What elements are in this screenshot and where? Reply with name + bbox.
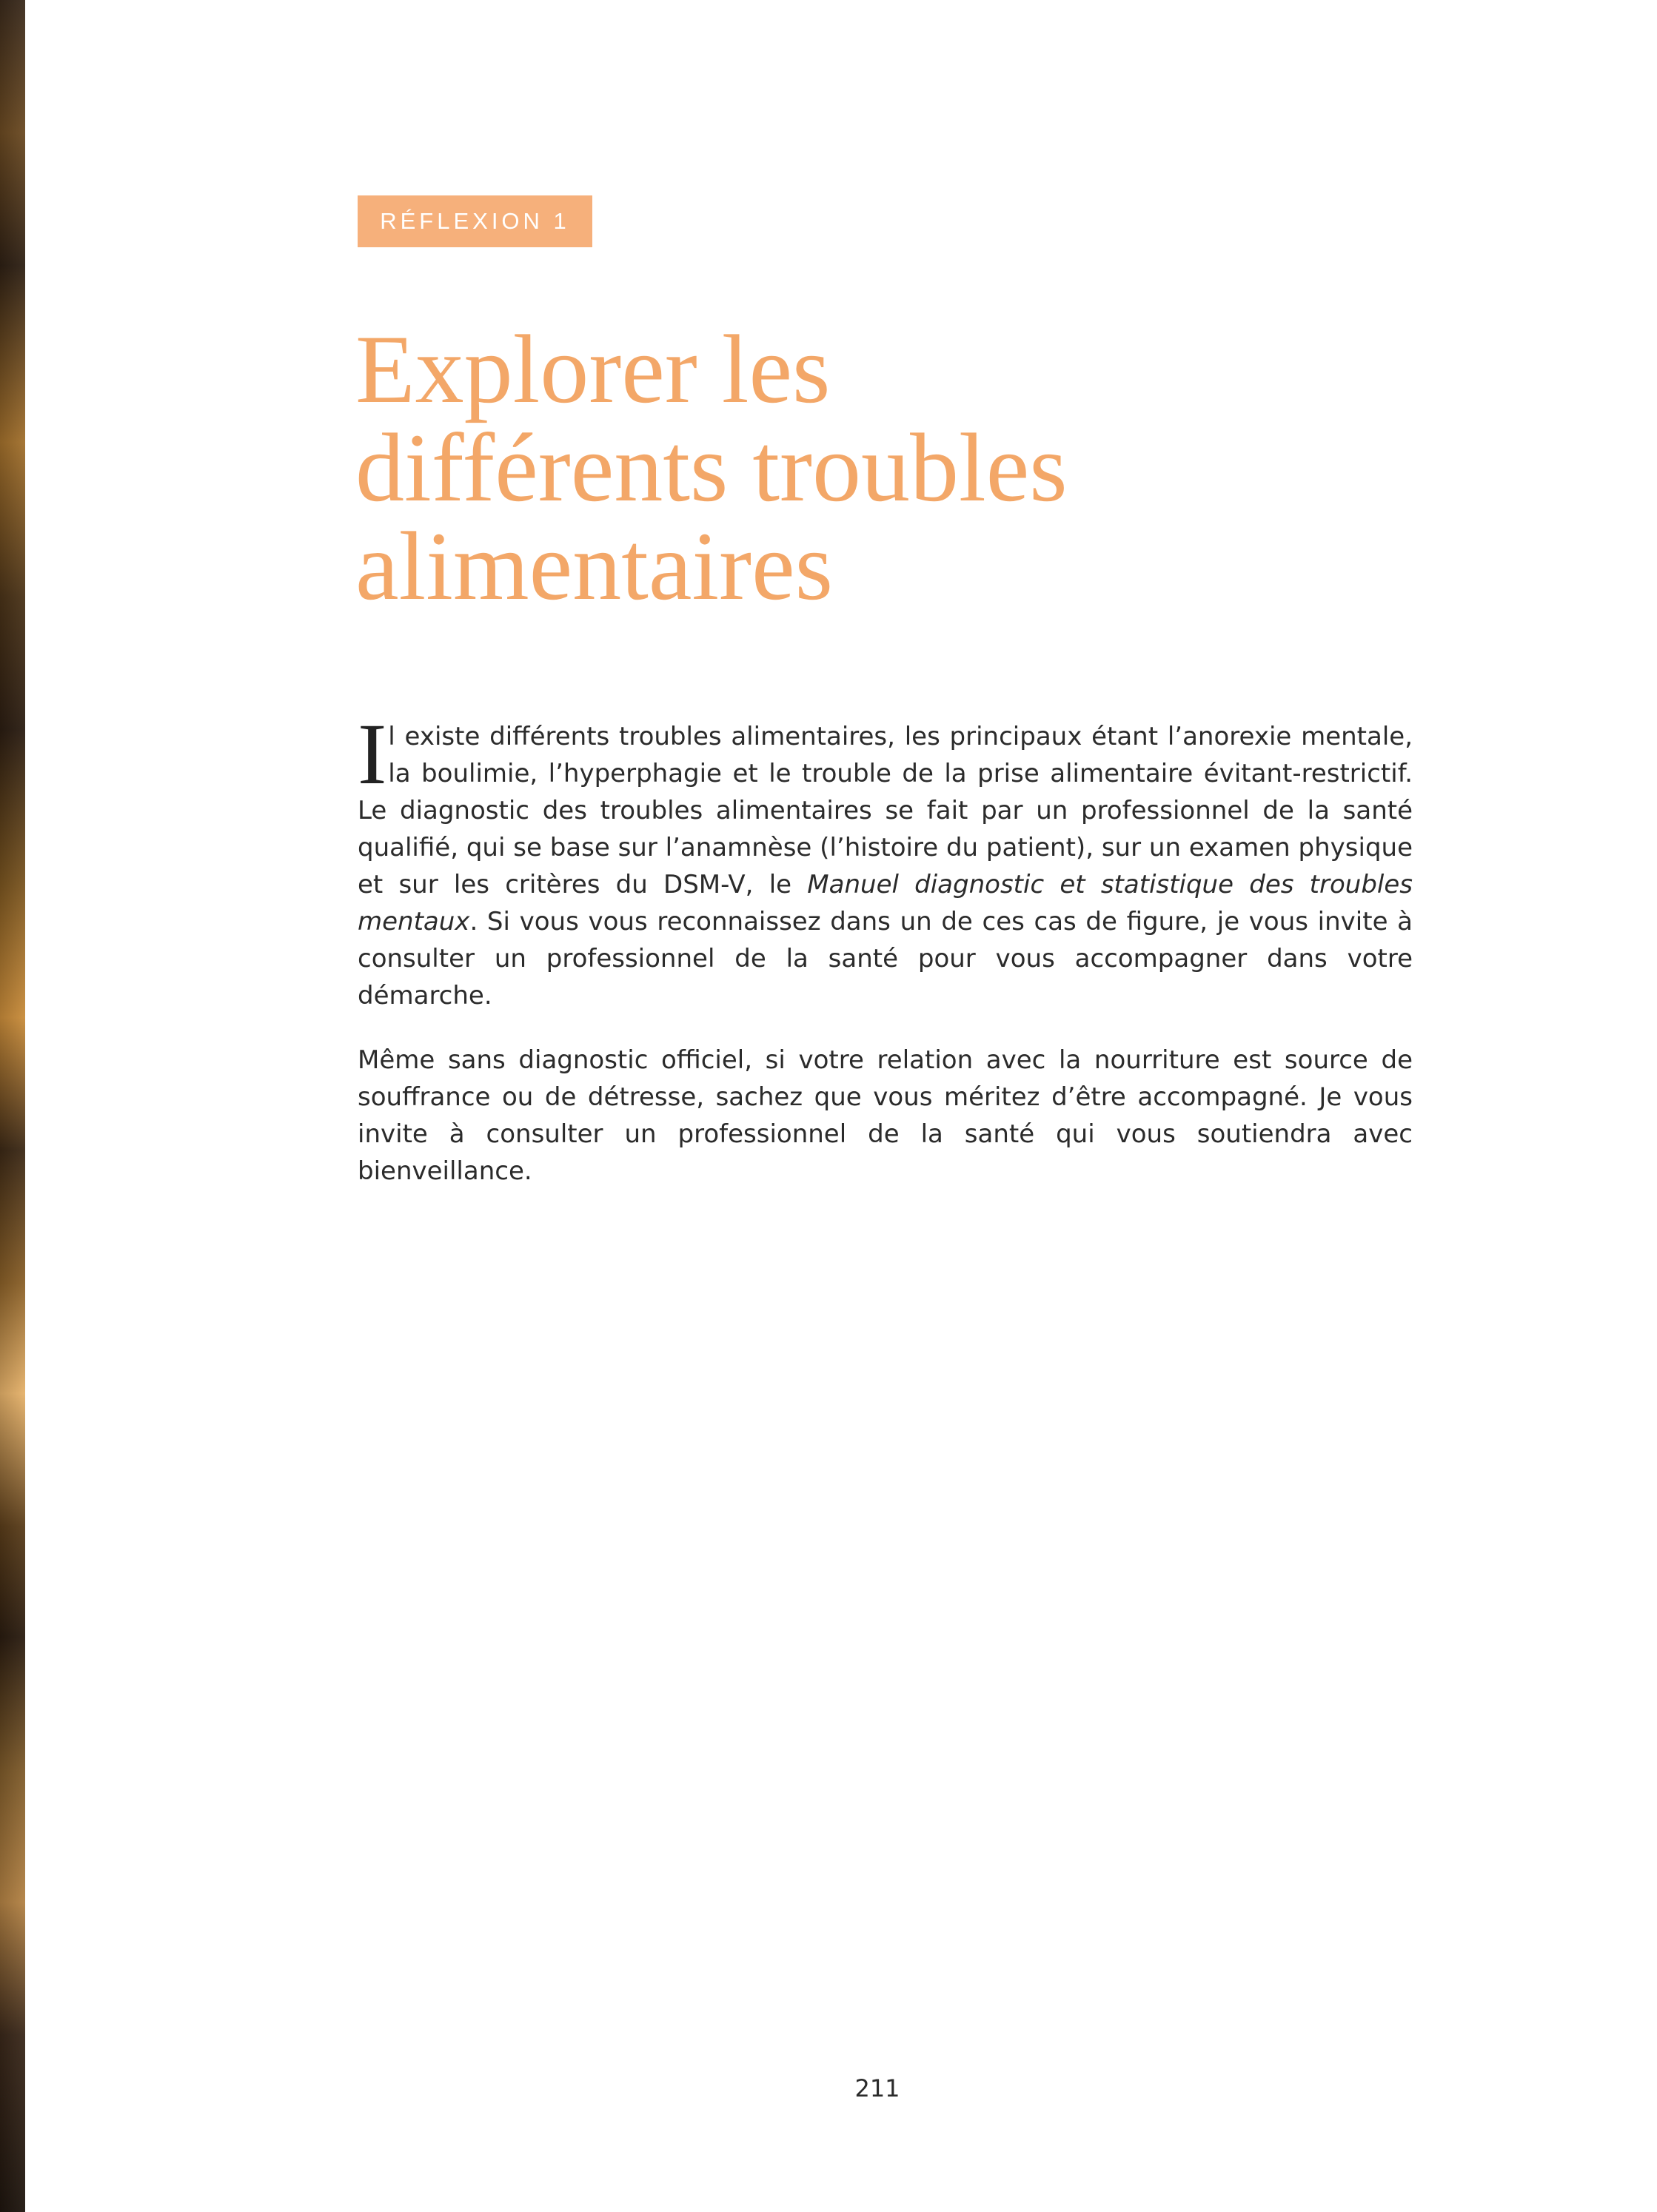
paragraph-1-text-start: l existe différents troubles alimentaires, les principaux étant l’anorexie mentale, la boulimie, l’hyperphagie et le trouble de la prise alimentaire évitant-restrictif. Le diagnostic des troubles alimentaires se fait par un professionnel de la santé qualifié, qui se base sur l’anamnèse (l’histoire du patient), sur un examen physique et sur les critères du DSM-V, le <box>358 722 1413 899</box>
title-line-1: Explorer les <box>355 315 831 423</box>
title-line-3: alimentaires <box>355 512 834 620</box>
page-number: 211 <box>854 2074 900 2102</box>
book-title-italic: Manuel diagnostic et statistique des troubles mentaux <box>358 870 1413 936</box>
paragraph-2: Même sans diagnostic officiel, si votre relation avec la nourriture est source de souffrance ou de détresse, sachez que vous méritez d’être accompagné. Je vous invite à consulter un professionnel de la santé qui vous soutiendra avec bienveillance. <box>358 1045 1413 1186</box>
drop-cap: I <box>358 706 387 802</box>
paragraph-1-text-end: . Si vous vous reconnaissez dans un de ces cas de figure, je vous invite à consulter un professionnel de la santé pour vous accompagner dans votre démarche. <box>358 907 1413 1011</box>
section-tag: RÉFLEXION 1 <box>358 195 592 247</box>
page-title <box>355 315 1466 620</box>
title-line-2: différents troubles <box>355 413 1068 522</box>
facing-page-photo-edge <box>0 0 25 2212</box>
body-text <box>358 706 1413 1190</box>
paragraph-1 <box>358 706 1413 1014</box>
